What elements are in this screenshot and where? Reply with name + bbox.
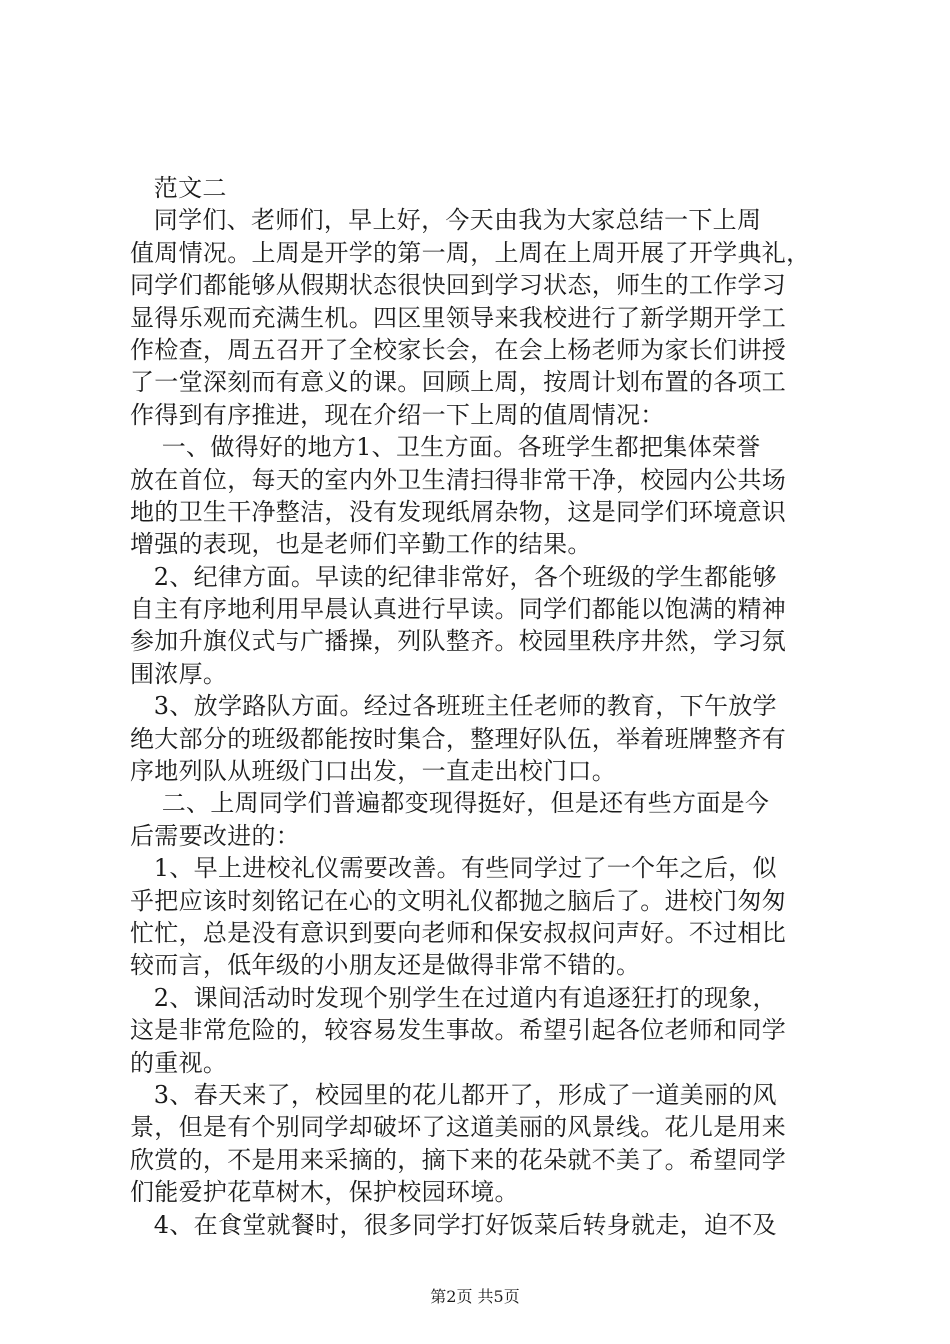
paragraph-line: 景，但是有个别同学却破坏了这道美丽的风景线。花儿是用来	[130, 1113, 787, 1142]
paragraph-line: 了一堂深刻而有意义的课。回顾上周，按周计划布置的各项工	[130, 368, 787, 397]
page-number: 第2页 共5页	[430, 1287, 520, 1306]
paragraph-line: 后需要改进的：	[130, 821, 301, 850]
paragraph-line: 乎把应该时刻铭记在心的文明礼仪都抛之脑后了。进校门匆匆	[130, 886, 787, 915]
paragraph-line: 二、上周同学们普遍都变现得挺好，但是还有些方面是今	[130, 789, 770, 818]
paragraph-line: 围浓厚。	[130, 659, 228, 688]
paragraph-line: 1、早上进校礼仪需要改善。有些同学过了一个年之后，似	[130, 854, 777, 883]
paragraph-line: 2、课间活动时发现个别学生在过道内有追逐狂打的现象，	[130, 983, 777, 1012]
paragraph-line: 忙忙，总是没有意识到要向老师和保安叔叔问声好。不过相比	[130, 918, 787, 947]
paragraph-line: 的重视。	[130, 1048, 228, 1077]
paragraph-line: 绝大部分的班级都能按时集合，整理好队伍，举着班牌整齐有	[130, 724, 787, 753]
paragraph-line: 作检查，周五召开了全校家长会，在会上杨老师为家长们讲授	[130, 335, 787, 364]
document-body	[130, 172, 830, 1241]
section-title: 范文二	[130, 174, 227, 202]
paragraph-line: 序地列队从班级门口出发，一直走出校门口。	[130, 757, 616, 786]
paragraph-line: 较而言，低年级的小朋友还是做得非常不错的。	[130, 951, 641, 980]
paragraph-line: 同学们都能够从假期状态很快回到学习状态，师生的工作学习	[130, 271, 787, 300]
paragraph-line: 参加升旗仪式与广播操，列队整齐。校园里秩序井然，学习氛	[130, 627, 787, 656]
paragraph-line: 这是非常危险的，较容易发生事故。希望引起各位老师和同学	[130, 1016, 787, 1045]
paragraph-line: 3、春天来了，校园里的花儿都开了，形成了一道美丽的风	[130, 1080, 777, 1109]
paragraph-line: 一、做得好的地方1、卫生方面。各班学生都把集体荣誉	[130, 433, 761, 462]
paragraph-line: 欣赏的，不是用来采摘的，摘下来的花朵就不美了。希望同学	[130, 1145, 787, 1174]
paragraph-line: 3、放学路队方面。经过各班班主任老师的教育，下午放学	[130, 692, 777, 721]
paragraph-line: 值周情况。上周是开学的第一周，上周在上周开展了开学典礼，	[130, 238, 811, 267]
paragraph-line: 地的卫生干净整洁，没有发现纸屑杂物，这是同学们环境意识	[130, 497, 787, 526]
paragraph-line: 自主有序地利用早晨认真进行早读。同学们都能以饱满的精神	[130, 595, 787, 624]
paragraph-line: 同学们、老师们，早上好，今天由我为大家总结一下上周	[130, 206, 762, 235]
paragraph-line: 放在首位，每天的室内外卫生清扫得非常干净，校园内公共场	[130, 465, 787, 494]
paragraph-line: 4、在食堂就餐时，很多同学打好饭菜后转身就走，迫不及	[130, 1210, 777, 1239]
paragraph-line: 2、纪律方面。早读的纪律非常好，各个班级的学生都能够	[130, 562, 777, 591]
paragraph-line: 们能爱护花草树木，保护校园环境。	[130, 1178, 519, 1207]
paragraph-line: 作得到有序推进，现在介绍一下上周的值周情况：	[130, 400, 665, 429]
paragraph-line: 增强的表现，也是老师们辛勤工作的结果。	[130, 530, 592, 559]
paragraph-line: 显得乐观而充满生机。四区里领导来我校进行了新学期开学工	[130, 303, 787, 332]
